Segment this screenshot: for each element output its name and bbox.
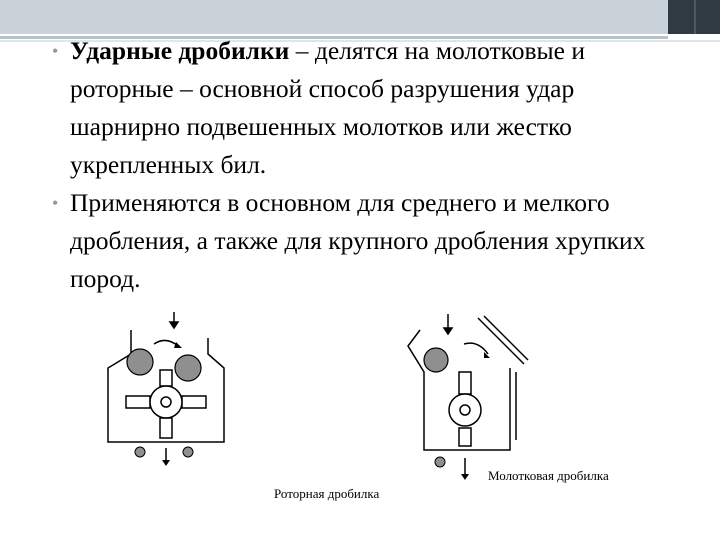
- bullet-list: [50, 32, 690, 298]
- hammer-rotor: [449, 372, 481, 446]
- band-light: [0, 0, 668, 34]
- rotor-crusher-diagram: [96, 310, 236, 470]
- rotor-crusher-caption: Роторная дробилка: [274, 486, 380, 501]
- bullet-item-1: [50, 32, 690, 184]
- bullet-dot-icon: •: [52, 41, 59, 61]
- ball-input: [424, 348, 448, 372]
- bullet-2-text: Применяются в основном для среднего и мелкого дробления, а также для крупного дробления хрупких пород.: [70, 188, 646, 293]
- bullet-item-2: [50, 184, 690, 298]
- bullet-1-strong: Ударные дробилки: [70, 36, 290, 65]
- ball-right: [175, 355, 201, 381]
- bullet-1-text: – делятся на молотковые и роторные – основной способ разрушения удар шарнирно подвешенных молотков или жестко укрепленных бил.: [70, 36, 586, 179]
- bullet-dot-icon: •: [52, 193, 59, 213]
- band-notch: [694, 0, 696, 34]
- hammer-crusher-diagram: [400, 310, 530, 485]
- hammer-crusher-caption: Молотковая дробилка: [488, 468, 609, 483]
- ball-left: [127, 349, 153, 375]
